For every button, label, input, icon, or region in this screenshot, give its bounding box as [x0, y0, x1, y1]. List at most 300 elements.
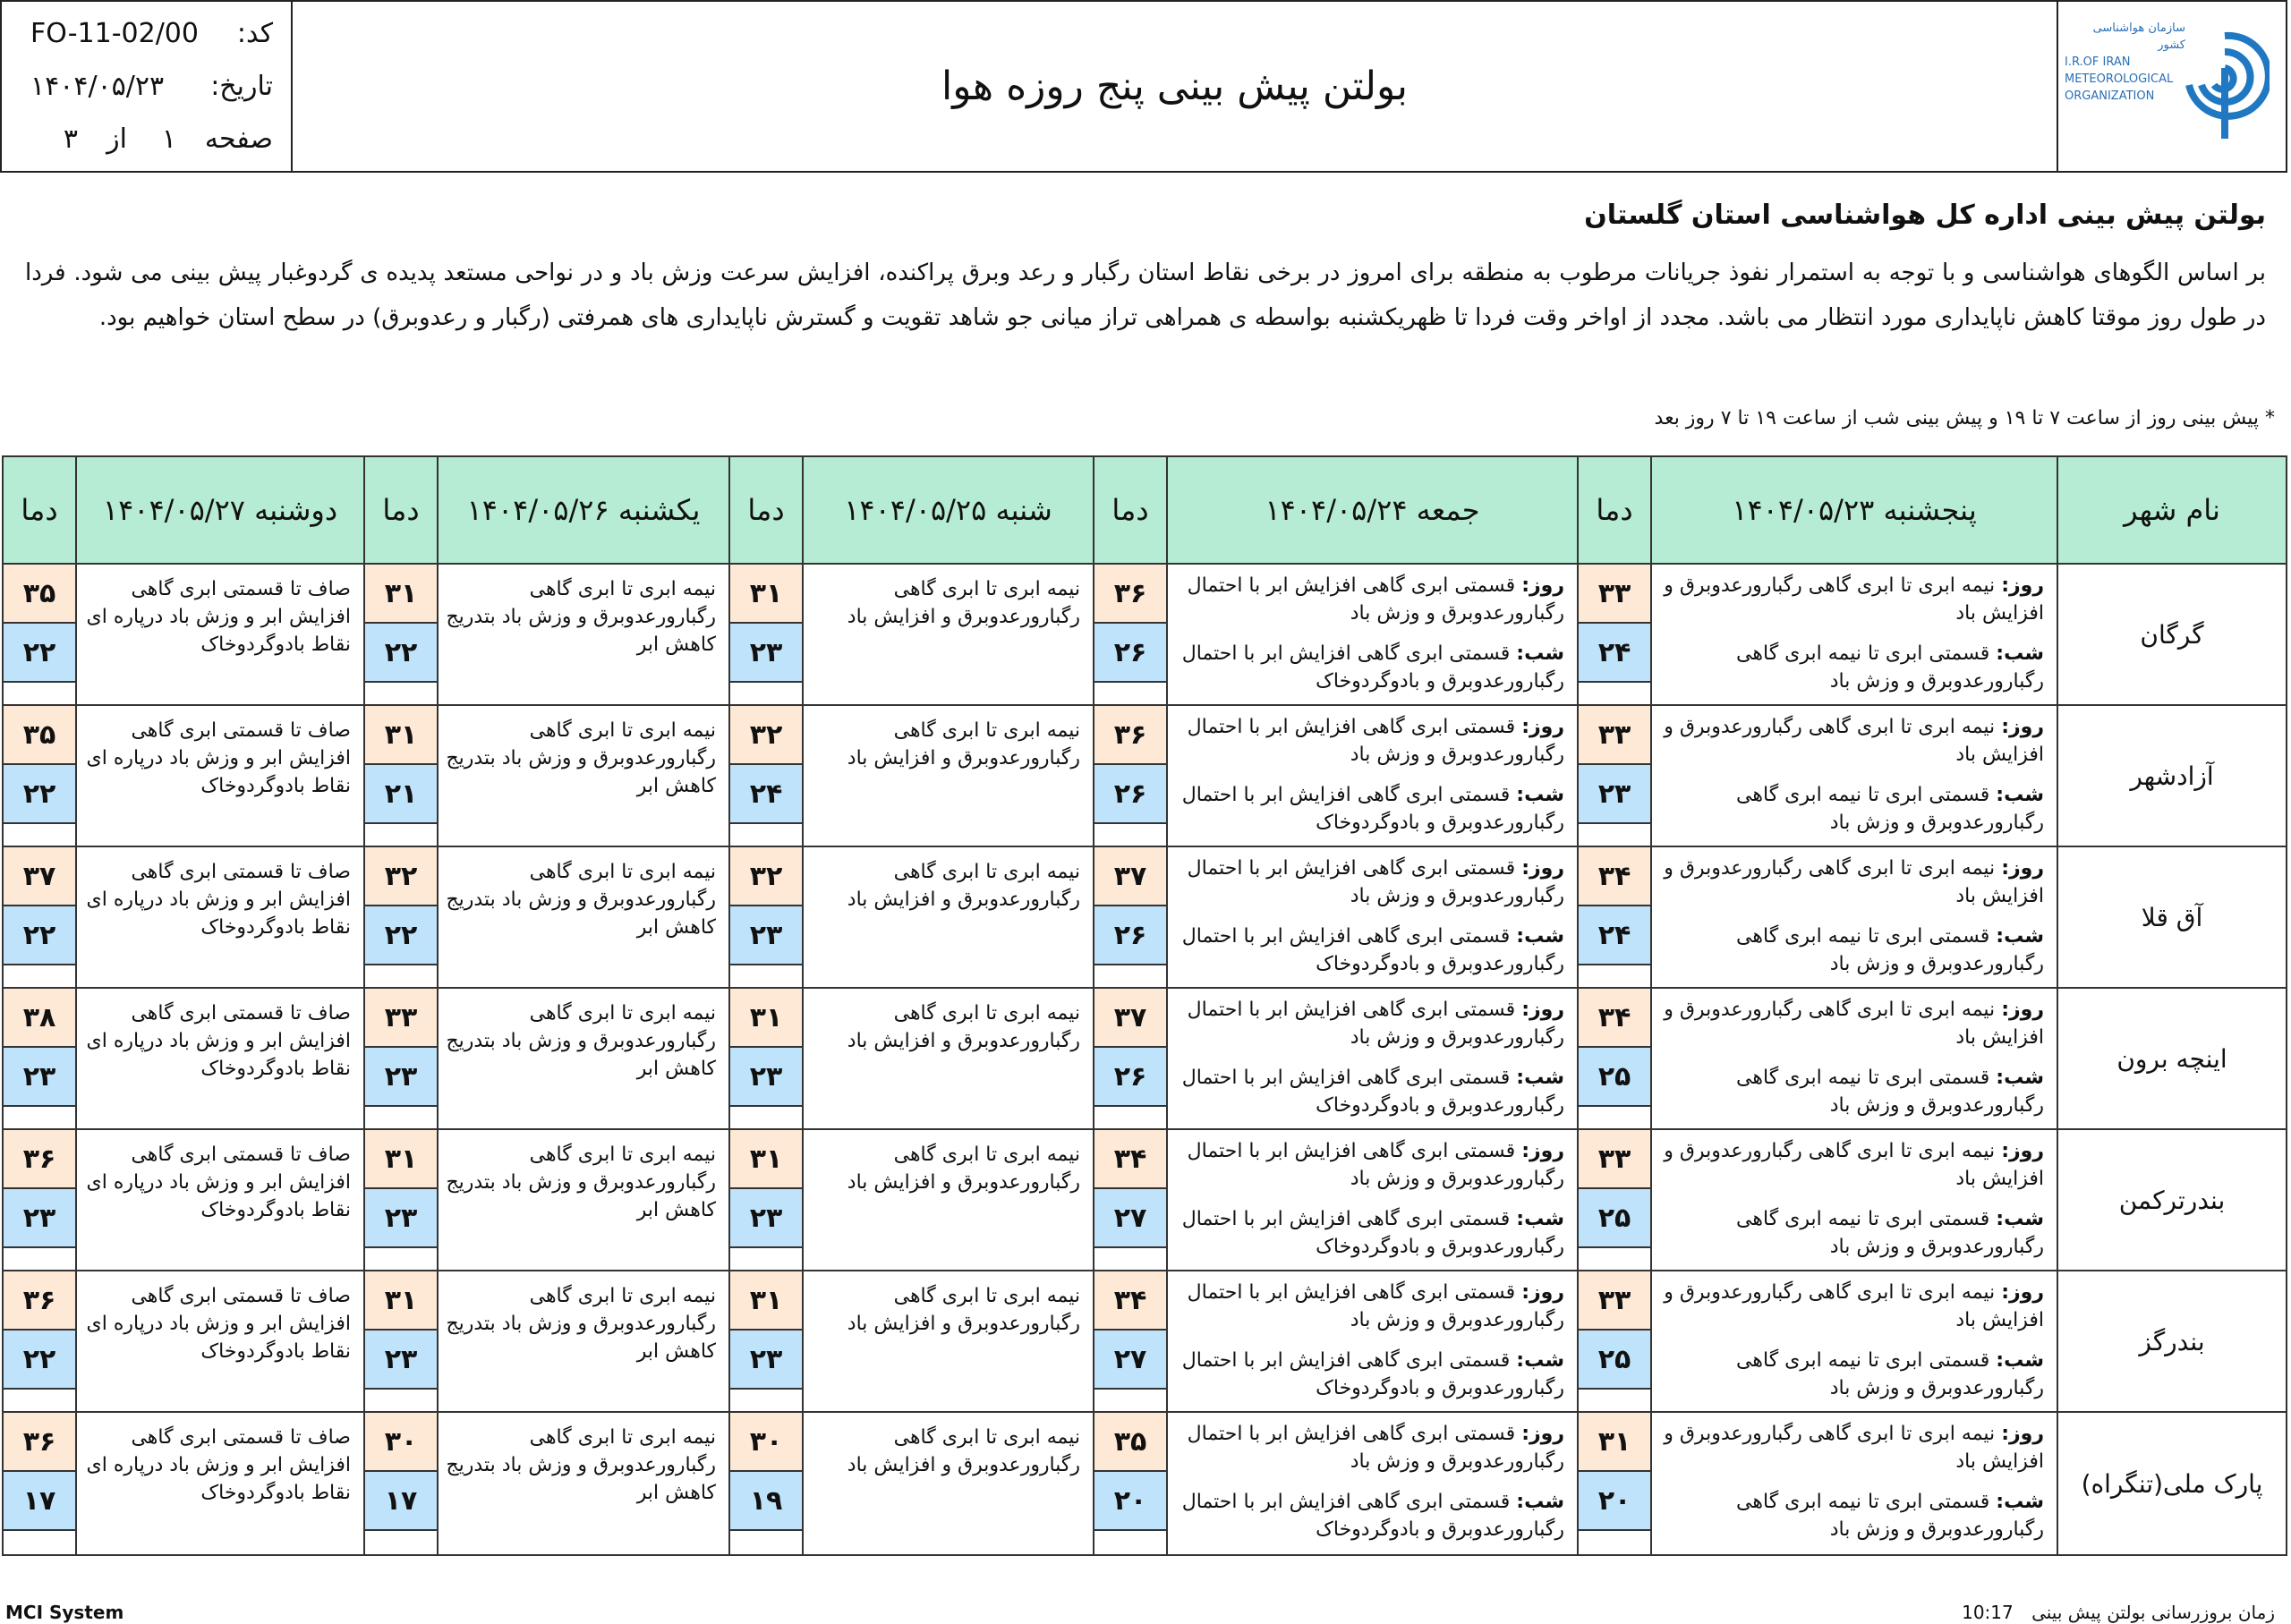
- day-forecast: [1659, 713, 2044, 769]
- max-temp: ۳۷: [4, 847, 75, 906]
- temperature-cell: [1094, 564, 1167, 705]
- forecast-description: [438, 1271, 729, 1412]
- night-forecast-text: قسمتی ابری گاهی افزایش ابر با احتمال رگبارورعدوبرق و بادوگردوخاک: [1181, 1491, 1564, 1541]
- min-temp: ۲۲: [365, 624, 437, 683]
- max-temp: ۳۰: [730, 1413, 802, 1472]
- temperature-cell: [1094, 846, 1167, 988]
- day-label: روز:: [2001, 1423, 2044, 1445]
- page-title: بولتن پیش بینی پنج روزه هوا: [941, 64, 1409, 109]
- day-forecast: [1175, 572, 1564, 627]
- min-temp: ۱۷: [4, 1472, 75, 1531]
- max-temp: ۳۴: [1579, 989, 1650, 1048]
- temperature-box: [365, 989, 437, 1127]
- forecast-text: نیمه ابری تا ابری گاهی رگبارورعدوبرق و وزش باد بتدریج کاهش ابر: [446, 578, 716, 656]
- table-row: [3, 1412, 2287, 1555]
- temperature-box: [1579, 989, 1650, 1127]
- max-temp: ۳۱: [365, 1271, 437, 1331]
- max-temp: ۳۷: [1094, 989, 1166, 1048]
- max-temp: ۳۶: [4, 1130, 75, 1189]
- night-forecast: [1659, 1064, 2044, 1119]
- min-temp: ۲۳: [1579, 765, 1650, 824]
- temperature-cell: [3, 846, 76, 988]
- bulletin-title: بولتن پیش بینی اداره کل هواشناسی استان گلستان: [1584, 200, 2266, 231]
- max-temp: ۳۷: [1094, 847, 1166, 906]
- day-forecast-text: قسمتی ابری گاهی افزایش ابر با احتمال رگبارورعدوبرق و وزش باد: [1187, 999, 1564, 1049]
- day-forecast: [1175, 1279, 1564, 1334]
- max-temp: ۳۱: [365, 565, 437, 624]
- table-header-row: [3, 456, 2287, 564]
- temperature-box: [4, 706, 75, 845]
- night-label: شب:: [1516, 784, 1564, 806]
- night-forecast-text: قسمتی ابری تا نیمه ابری گاهی رگبارورعدوبرق و وزش باد: [1736, 1491, 2044, 1541]
- min-temp: ۲۳: [4, 1048, 75, 1107]
- min-temp: ۲۴: [1579, 906, 1650, 965]
- temperature-box: [730, 1130, 802, 1269]
- max-temp: ۳۳: [1579, 706, 1650, 765]
- forecast-description: [1167, 988, 1578, 1129]
- max-temp: ۳۴: [1579, 847, 1650, 906]
- forecast-description: [76, 564, 364, 705]
- page-row: [2, 123, 293, 168]
- day-forecast-text: نیمه ابری تا ابری گاهی رگبارورعدوبرق و افزایش باد: [1664, 1140, 2044, 1190]
- max-temp: ۳۱: [730, 1130, 802, 1189]
- temperature-cell: [1578, 564, 1651, 705]
- temperature-box: [730, 989, 802, 1127]
- temperature-box: [1094, 847, 1166, 986]
- update-label: زمان بروزرسانی بولتن پیش بینی: [2031, 1602, 2275, 1623]
- table-row: [3, 1271, 2287, 1412]
- day-forecast: [1175, 855, 1564, 910]
- temp-header: دما: [1094, 456, 1167, 564]
- forecast-table: [2, 455, 2287, 1556]
- day-forecast: [1659, 1420, 2044, 1475]
- night-label: شب:: [1996, 642, 2044, 665]
- forecast-text: صاف تا قسمتی ابری گاهی افزایش ابر و وزش باد درپاره ای نقاط بادوگردوخاک: [86, 1144, 351, 1221]
- night-label: شب:: [1996, 1208, 2044, 1230]
- forecast-text: نیمه ابری تا ابری گاهی رگبارورعدوبرق و وزش باد بتدریج کاهش ابر: [446, 1285, 716, 1363]
- day-forecast-text: قسمتی ابری گاهی افزایش ابر با احتمال رگبارورعدوبرق و وزش باد: [1187, 857, 1564, 907]
- forecast-description: [438, 988, 729, 1129]
- max-temp: ۳۳: [1579, 1130, 1650, 1189]
- night-forecast-text: قسمتی ابری گاهی افزایش ابر با احتمال رگبارورعدوبرق و بادوگردوخاک: [1181, 1067, 1564, 1117]
- forecast-text: نیمه ابری تا ابری گاهی رگبارورعدوبرق و افزایش باد: [847, 1285, 1080, 1335]
- day-forecast: [1175, 1137, 1564, 1193]
- temperature-cell: [3, 705, 76, 846]
- min-temp: ۲۵: [1579, 1048, 1650, 1107]
- night-forecast: [1659, 1488, 2044, 1543]
- forecast-description: [803, 846, 1094, 988]
- day-label: روز:: [2001, 1140, 2044, 1162]
- document-meta: [2, 2, 293, 171]
- day-label: روز:: [1521, 1281, 1564, 1304]
- forecast-description: [803, 988, 1094, 1129]
- temperature-box: [1094, 565, 1166, 703]
- min-temp: ۲۳: [4, 1189, 75, 1248]
- temperature-cell: [364, 705, 438, 846]
- temperature-cell: [364, 988, 438, 1129]
- temperature-cell: [729, 1129, 803, 1271]
- temperature-cell: [3, 564, 76, 705]
- temperature-cell: [1094, 705, 1167, 846]
- city-name: آق قلا: [2057, 846, 2287, 988]
- temperature-cell: [1094, 1271, 1167, 1412]
- forecast-description: [1167, 1129, 1578, 1271]
- day-label: روز:: [1521, 1140, 1564, 1162]
- city-name: آزادشهر: [2057, 705, 2287, 846]
- max-temp: ۳۶: [1094, 706, 1166, 765]
- temperature-box: [4, 1271, 75, 1410]
- night-forecast-text: قسمتی ابری گاهی افزایش ابر با احتمال رگبارورعدوبرق و بادوگردوخاک: [1181, 1208, 1564, 1258]
- day-forecast: [1659, 1137, 2044, 1193]
- temperature-box: [730, 706, 802, 845]
- forecast-description: [438, 1129, 729, 1271]
- forecast-description: [76, 705, 364, 846]
- night-forecast: [1175, 781, 1564, 837]
- temperature-box: [730, 565, 802, 703]
- table-row: [3, 564, 2287, 705]
- temperature-cell: [3, 1271, 76, 1412]
- max-temp: ۳۶: [4, 1271, 75, 1331]
- max-temp: ۳۸: [4, 989, 75, 1048]
- forecast-text: نیمه ابری تا ابری گاهی رگبارورعدوبرق و وزش باد بتدریج کاهش ابر: [446, 861, 716, 939]
- min-temp: ۱۷: [365, 1472, 437, 1531]
- day-header: جمعه ۱۴۰۴/۰۵/۲۴: [1167, 456, 1578, 564]
- min-temp: ۲۶: [1094, 1048, 1166, 1107]
- temperature-box: [1579, 1413, 1650, 1552]
- temperature-cell: [1578, 1271, 1651, 1412]
- temperature-cell: [729, 564, 803, 705]
- forecast-text: نیمه ابری تا ابری گاهی رگبارورعدوبرق و وزش باد بتدریج کاهش ابر: [446, 1426, 716, 1504]
- logo-text: سازمان هواشناسی کشور I.R.OF IRAN METEOROLOGICAL ORGANIZATION: [2065, 21, 2185, 103]
- max-temp: ۳۳: [1579, 1271, 1650, 1331]
- temperature-cell: [1578, 1412, 1651, 1555]
- code-label: کد:: [236, 18, 273, 49]
- temperature-cell: [729, 1271, 803, 1412]
- forecast-text: نیمه ابری تا ابری گاهی رگبارورعدوبرق و افزایش باد: [847, 1144, 1080, 1194]
- max-temp: ۳۱: [730, 989, 802, 1048]
- temperature-cell: [1094, 1412, 1167, 1555]
- min-temp: ۲۷: [1094, 1331, 1166, 1390]
- temperature-cell: [729, 988, 803, 1129]
- forecast-description: [1167, 705, 1578, 846]
- forecast-description: [438, 564, 729, 705]
- forecast-description: [1651, 1412, 2057, 1555]
- forecast-description: [76, 1271, 364, 1412]
- temperature-box: [1094, 1130, 1166, 1269]
- forecast-text: صاف تا قسمتی ابری گاهی افزایش ابر و وزش باد درپاره ای نقاط بادوگردوخاک: [86, 1426, 351, 1504]
- day-forecast-text: نیمه ابری تا ابری گاهی رگبارورعدوبرق و افزایش باد: [1664, 999, 2044, 1049]
- min-temp: ۲۶: [1094, 765, 1166, 824]
- temperature-cell: [364, 1271, 438, 1412]
- city-name: پارک ملی(تنگراه): [2057, 1412, 2287, 1555]
- night-forecast-text: قسمتی ابری گاهی افزایش ابر با احتمال رگبارورعدوبرق و بادوگردوخاک: [1181, 925, 1564, 975]
- day-header: شنبه ۱۴۰۴/۰۵/۲۵: [803, 456, 1094, 564]
- day-label: روز:: [2001, 716, 2044, 738]
- max-temp: ۳۳: [1579, 565, 1650, 624]
- day-forecast-text: قسمتی ابری گاهی افزایش ابر با احتمال رگبارورعدوبرق و وزش باد: [1187, 1423, 1564, 1473]
- forecast-description: [803, 1412, 1094, 1555]
- city-name: بندرگز: [2057, 1271, 2287, 1412]
- forecast-description: [76, 1129, 364, 1271]
- code-value: FO-11-02/00: [30, 18, 199, 49]
- max-temp: ۳۳: [365, 989, 437, 1048]
- forecast-description: [1651, 1129, 2057, 1271]
- max-temp: ۳۱: [365, 706, 437, 765]
- temperature-box: [4, 1130, 75, 1269]
- day-forecast: [1659, 572, 2044, 627]
- night-label: شب:: [1516, 1491, 1564, 1513]
- forecast-description: [1651, 988, 2057, 1129]
- day-label: روز:: [1521, 999, 1564, 1021]
- forecast-description: [76, 988, 364, 1129]
- temperature-box: [1094, 706, 1166, 845]
- night-forecast: [1175, 923, 1564, 978]
- forecast-description: [1651, 564, 2057, 705]
- temperature-box: [4, 1413, 75, 1552]
- min-temp: ۲۳: [730, 1048, 802, 1107]
- temperature-box: [365, 1130, 437, 1269]
- max-temp: ۳۲: [730, 706, 802, 765]
- night-label: شب:: [1516, 925, 1564, 948]
- forecast-text: صاف تا قسمتی ابری گاهی افزایش ابر و وزش باد درپاره ای نقاط بادوگردوخاک: [86, 578, 351, 656]
- night-forecast-text: قسمتی ابری تا نیمه ابری گاهی رگبارورعدوبرق و وزش باد: [1736, 1349, 2044, 1399]
- table-row: [3, 988, 2287, 1129]
- day-label: روز:: [1521, 857, 1564, 880]
- temperature-box: [365, 1413, 437, 1552]
- day-label: روز:: [2001, 999, 2044, 1021]
- max-temp: ۳۴: [1094, 1130, 1166, 1189]
- min-temp: ۲۲: [365, 906, 437, 965]
- min-temp: ۱۹: [730, 1472, 802, 1531]
- night-forecast-text: قسمتی ابری تا نیمه ابری گاهی رگبارورعدوبرق و وزش باد: [1736, 1208, 2044, 1258]
- min-temp: ۲۴: [730, 765, 802, 824]
- temperature-cell: [364, 846, 438, 988]
- night-label: شب:: [1996, 925, 2044, 948]
- day-forecast-text: نیمه ابری تا ابری گاهی رگبارورعدوبرق و افزایش باد: [1664, 716, 2044, 766]
- max-temp: ۳۴: [1094, 1271, 1166, 1331]
- min-temp: ۲۲: [4, 906, 75, 965]
- day-forecast-text: نیمه ابری تا ابری گاهی رگبارورعدوبرق و افزایش باد: [1664, 1281, 2044, 1331]
- min-temp: ۲۲: [4, 1331, 75, 1390]
- night-forecast: [1175, 1488, 1564, 1543]
- night-forecast: [1659, 640, 2044, 695]
- night-label: شب:: [1516, 1067, 1564, 1089]
- temperature-cell: [3, 1129, 76, 1271]
- day-forecast-text: نیمه ابری تا ابری گاهی رگبارورعدوبرق و افزایش باد: [1664, 574, 2044, 625]
- temperature-box: [730, 847, 802, 986]
- temperature-box: [365, 1271, 437, 1410]
- forecast-description: [438, 846, 729, 988]
- night-forecast: [1175, 1347, 1564, 1402]
- forecast-description: [1167, 1271, 1578, 1412]
- min-temp: ۲۷: [1094, 1189, 1166, 1248]
- day-forecast-text: قسمتی ابری گاهی افزایش ابر با احتمال رگبارورعدوبرق و وزش باد: [1187, 574, 1564, 625]
- night-forecast-text: قسمتی ابری گاهی افزایش ابر با احتمال رگبارورعدوبرق و بادوگردوخاک: [1181, 1349, 1564, 1399]
- night-forecast-text: قسمتی ابری تا نیمه ابری گاهی رگبارورعدوبرق و وزش باد: [1736, 784, 2044, 834]
- logo-cell: [2057, 2, 2286, 171]
- temp-header: دما: [729, 456, 803, 564]
- min-temp: ۲۵: [1579, 1189, 1650, 1248]
- temperature-box: [730, 1271, 802, 1410]
- temperature-cell: [1578, 988, 1651, 1129]
- min-temp: ۲۴: [1579, 624, 1650, 683]
- table-row: [3, 705, 2287, 846]
- forecast-description: [1651, 705, 2057, 846]
- max-temp: ۳۱: [730, 1271, 802, 1331]
- page-total: ۳: [63, 123, 78, 155]
- night-forecast-text: قسمتی ابری گاهی افزایش ابر با احتمال رگبارورعدوبرق و بادوگردوخاک: [1181, 642, 1564, 693]
- day-forecast: [1175, 713, 1564, 769]
- temperature-box: [1579, 1130, 1650, 1269]
- temperature-cell: [3, 1412, 76, 1555]
- page-of: از: [106, 123, 127, 155]
- forecast-description: [803, 705, 1094, 846]
- temperature-cell: [364, 1129, 438, 1271]
- day-forecast: [1659, 1279, 2044, 1334]
- temperature-box: [4, 847, 75, 986]
- night-label: شب:: [1516, 642, 1564, 665]
- max-temp: ۳۵: [4, 565, 75, 624]
- forecast-description: [1167, 564, 1578, 705]
- forecast-description: [1167, 1412, 1578, 1555]
- temperature-box: [4, 565, 75, 703]
- night-forecast-text: قسمتی ابری تا نیمه ابری گاهی رگبارورعدوبرق و وزش باد: [1736, 1067, 2044, 1117]
- temp-header: دما: [364, 456, 438, 564]
- temperature-box: [365, 706, 437, 845]
- night-label: شب:: [1516, 1349, 1564, 1372]
- night-forecast: [1175, 640, 1564, 695]
- temperature-box: [4, 989, 75, 1127]
- forecast-text: نیمه ابری تا ابری گاهی رگبارورعدوبرق و افزایش باد: [847, 861, 1080, 911]
- forecast-description: [438, 1412, 729, 1555]
- min-temp: ۲۰: [1094, 1472, 1166, 1531]
- night-label: شب:: [1996, 1067, 2044, 1089]
- temperature-box: [730, 1413, 802, 1552]
- temp-header: دما: [3, 456, 76, 564]
- max-temp: ۳۱: [730, 565, 802, 624]
- day-label: روز:: [1521, 574, 1564, 597]
- night-forecast: [1659, 923, 2044, 978]
- day-forecast: [1659, 996, 2044, 1051]
- temperature-cell: [1094, 1129, 1167, 1271]
- night-forecast-text: قسمتی ابری گاهی افزایش ابر با احتمال رگبارورعدوبرق و بادوگردوخاک: [1181, 784, 1564, 834]
- forecast-text: نیمه ابری تا ابری گاهی رگبارورعدوبرق و افزایش باد: [847, 1002, 1080, 1052]
- max-temp: ۳۶: [1094, 565, 1166, 624]
- day-forecast-text: قسمتی ابری گاهی افزایش ابر با احتمال رگبارورعدوبرق و وزش باد: [1187, 716, 1564, 766]
- forecast-text: صاف تا قسمتی ابری گاهی افزایش ابر و وزش باد درپاره ای نقاط بادوگردوخاک: [86, 1002, 351, 1080]
- forecast-description: [76, 1412, 364, 1555]
- meteorological-organization-logo-icon: [2180, 18, 2270, 152]
- forecast-description: [76, 846, 364, 988]
- day-label: روز:: [2001, 1281, 2044, 1304]
- day-forecast-text: نیمه ابری تا ابری گاهی رگبارورعدوبرق و افزایش باد: [1664, 857, 2044, 907]
- min-temp: ۲۰: [1579, 1472, 1650, 1531]
- min-temp: ۲۳: [730, 906, 802, 965]
- temperature-cell: [364, 1412, 438, 1555]
- code-row: [2, 18, 293, 63]
- temperature-box: [1579, 565, 1650, 703]
- min-temp: ۲۲: [4, 765, 75, 824]
- forecast-table-body: [3, 564, 2287, 1555]
- temperature-box: [1579, 847, 1650, 986]
- temperature-box: [1094, 989, 1166, 1127]
- day-header: پنجشنبه ۱۴۰۴/۰۵/۲۳: [1651, 456, 2057, 564]
- night-forecast: [1659, 781, 2044, 837]
- night-forecast-text: قسمتی ابری تا نیمه ابری گاهی رگبارورعدوبرق و وزش باد: [1736, 642, 2044, 693]
- night-label: شب:: [1996, 1491, 2044, 1513]
- max-temp: ۳۵: [1094, 1413, 1166, 1472]
- night-forecast: [1659, 1205, 2044, 1261]
- forecast-text: صاف تا قسمتی ابری گاهی افزایش ابر و وزش باد درپاره ای نقاط بادوگردوخاک: [86, 861, 351, 939]
- forecast-text: نیمه ابری تا ابری گاهی رگبارورعدوبرق و وزش باد بتدریج کاهش ابر: [446, 1002, 716, 1080]
- city-name: گرگان: [2057, 564, 2287, 705]
- day-header: یکشنبه ۱۴۰۴/۰۵/۲۶: [438, 456, 729, 564]
- day-forecast: [1175, 1420, 1564, 1475]
- forecast-description: [1651, 846, 2057, 988]
- forecast-description: [1167, 846, 1578, 988]
- night-forecast: [1659, 1347, 2044, 1402]
- temp-header: دما: [1578, 456, 1651, 564]
- temperature-cell: [1578, 705, 1651, 846]
- forecast-text: نیمه ابری تا ابری گاهی رگبارورعدوبرق و وزش باد بتدریج کاهش ابر: [446, 1144, 716, 1221]
- day-label: روز:: [2001, 857, 2044, 880]
- update-time: [1962, 1602, 2275, 1623]
- date-value: ۱۴۰۴/۰۵/۲۳: [30, 71, 165, 102]
- city-name: بندرترکمن: [2057, 1129, 2287, 1271]
- max-temp: ۳۲: [730, 847, 802, 906]
- day-forecast-text: قسمتی ابری گاهی افزایش ابر با احتمال رگبارورعدوبرق و وزش باد: [1187, 1140, 1564, 1190]
- date-label: تاریخ:: [210, 71, 273, 102]
- day-header: دوشنبه ۱۴۰۴/۰۵/۲۷: [76, 456, 364, 564]
- forecast-description: [438, 705, 729, 846]
- min-temp: ۲۲: [4, 624, 75, 683]
- forecast-description: [803, 1129, 1094, 1271]
- min-temp: ۲۶: [1094, 624, 1166, 683]
- temperature-box: [1094, 1413, 1166, 1552]
- min-temp: ۲۱: [365, 765, 437, 824]
- night-label: شب:: [1996, 784, 2044, 806]
- temperature-cell: [3, 988, 76, 1129]
- forecast-text: صاف تا قسمتی ابری گاهی افزایش ابر و وزش باد درپاره ای نقاط بادوگردوخاک: [86, 719, 351, 797]
- temperature-cell: [1578, 1129, 1651, 1271]
- min-temp: ۲۵: [1579, 1331, 1650, 1390]
- city-name: اینچه برون: [2057, 988, 2287, 1129]
- temperature-cell: [729, 846, 803, 988]
- header-box: [0, 0, 2287, 173]
- min-temp: ۲۳: [365, 1331, 437, 1390]
- temperature-cell: [364, 564, 438, 705]
- temperature-box: [1094, 1271, 1166, 1410]
- bulletin-body: بر اساس الگوهای هواشناسی و با توجه به استمرار نفوذ جریانات مرطوب به منطقه برای امروز در برخی نقاط استان رگبار و رعد وبرق پراکنده، افزایش سرعت وزش باد و در نواحی مستعد پدیده ی گردوغبار پیش بینی می شود. فردا در طول روز موقتا کاهش ناپایداری مورد انتظار می باشد. مجدد از اواخر وقت فردا تا ظهریکشنبه بواسطه ی همراهی تراز میانی جو شاهد تقویت و گسترش ناپایداری های همرفتی (رگبار و رعدوبرق) در سطح استان خواهیم بود.: [25, 259, 2266, 331]
- city-header: نام شهر: [2057, 456, 2287, 564]
- temperature-box: [1579, 1271, 1650, 1410]
- forecast-description: [1651, 1271, 2057, 1412]
- night-label: شب:: [1996, 1349, 2044, 1372]
- forecast-description: [803, 1271, 1094, 1412]
- forecast-text: نیمه ابری تا ابری گاهی رگبارورعدوبرق و افزایش باد: [847, 719, 1080, 769]
- max-temp: ۳۱: [365, 1130, 437, 1189]
- day-forecast: [1659, 855, 2044, 910]
- system-name: MCI System: [5, 1602, 124, 1623]
- max-temp: ۳۰: [365, 1413, 437, 1472]
- temperature-cell: [1094, 988, 1167, 1129]
- day-forecast: [1175, 996, 1564, 1051]
- forecast-text: نیمه ابری تا ابری گاهی رگبارورعدوبرق و افزایش باد: [847, 578, 1080, 628]
- min-temp: ۲۳: [365, 1048, 437, 1107]
- temperature-box: [1579, 706, 1650, 845]
- day-label: روز:: [1521, 1423, 1564, 1445]
- min-temp: ۲۳: [730, 624, 802, 683]
